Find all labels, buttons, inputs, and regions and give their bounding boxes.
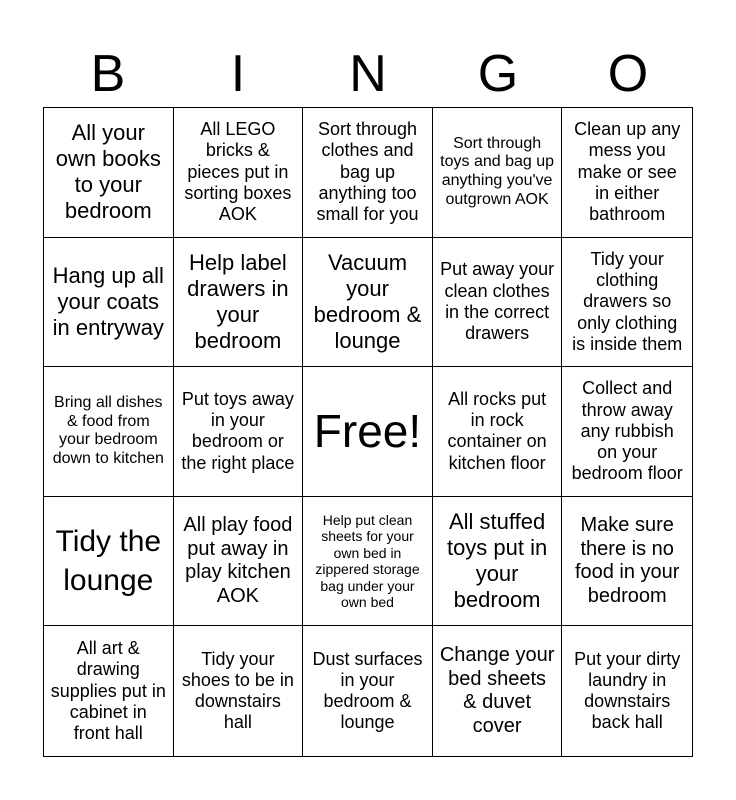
cell-label: Sort through clothes and bag up anything too small for you bbox=[316, 119, 419, 225]
bingo-header bbox=[43, 40, 693, 108]
bingo-cell-r2-c1[interactable] bbox=[44, 238, 174, 368]
bingo-cell-r1-c5[interactable] bbox=[562, 108, 692, 238]
header-letter-b: B bbox=[90, 45, 126, 103]
cell-label: All play food put away in play kitchen AOK bbox=[183, 513, 293, 607]
bingo-cell-r3-c4[interactable] bbox=[433, 367, 563, 497]
cell-label: All stuffed toys put in your bedroom bbox=[446, 509, 548, 613]
cell-label: Put toys away in your bedroom or the right place bbox=[181, 389, 295, 473]
cell-label: All rocks put in rock container on kitchen floor bbox=[447, 389, 547, 473]
cell-label: All your own books to your bedroom bbox=[55, 120, 161, 224]
cell-label: Tidy your shoes to be in downstairs hall bbox=[181, 648, 294, 733]
bingo-cell-r2-c4[interactable] bbox=[433, 238, 563, 368]
header-letter-g: G bbox=[477, 45, 519, 103]
header-letter-i: I bbox=[230, 45, 246, 103]
bingo-cell-r4-c3[interactable] bbox=[303, 497, 433, 627]
cell-label: Hang up all your coats in entryway bbox=[52, 262, 164, 340]
bingo-cell-r5-c3[interactable] bbox=[303, 626, 433, 756]
cell-label: Collect and throw away any rubbish on your bedroom floor bbox=[571, 378, 683, 484]
bingo-cell-r5-c1[interactable] bbox=[44, 626, 174, 756]
header-letter-o: O bbox=[607, 45, 649, 103]
bingo-cell-r4-c5[interactable] bbox=[562, 497, 692, 627]
cell-label: All LEGO bricks & pieces put in sorting boxes AOK bbox=[184, 119, 292, 225]
bingo-cell-r4-c2[interactable] bbox=[174, 497, 304, 627]
cell-label: Vacuum your bedroom & lounge bbox=[313, 249, 422, 353]
bingo-cell-r1-c3[interactable] bbox=[303, 108, 433, 238]
bingo-board bbox=[43, 107, 693, 757]
bingo-cell-r3-c5[interactable] bbox=[562, 367, 692, 497]
bingo-cell-r1-c2[interactable] bbox=[174, 108, 304, 238]
bingo-cell-r5-c4[interactable] bbox=[433, 626, 563, 756]
bingo-cell-r5-c2[interactable] bbox=[174, 626, 304, 756]
cell-label: All art & drawing supplies put in cabinet in front hall bbox=[50, 638, 166, 744]
free-space-label: Free! bbox=[313, 405, 422, 458]
cell-label: Put away your clean clothes in the correct drawers bbox=[440, 259, 555, 344]
bingo-cell-r2-c5[interactable] bbox=[562, 238, 692, 368]
cell-label: Tidy the lounge bbox=[55, 525, 162, 598]
cell-label: Make sure there is no food in your bedroom bbox=[574, 513, 680, 607]
header-letter-n: N bbox=[349, 45, 387, 103]
bingo-cell-r3-c1[interactable] bbox=[44, 367, 174, 497]
bingo-cell-r4-c1[interactable] bbox=[44, 497, 174, 627]
bingo-cell-r3-c2[interactable] bbox=[174, 367, 304, 497]
bingo-cell-r4-c4[interactable] bbox=[433, 497, 563, 627]
bingo-cell-r1-c4[interactable] bbox=[433, 108, 563, 238]
cell-label: Sort through toys and bag up anything you've outgrown AOK bbox=[440, 134, 555, 209]
bingo-cell-r1-c1[interactable] bbox=[44, 108, 174, 238]
bingo-cell-r3-c3-free[interactable] bbox=[303, 367, 433, 497]
bingo-cell-r5-c5[interactable] bbox=[562, 626, 692, 756]
cell-label: Tidy your clothing drawers so only clothing is inside them bbox=[572, 248, 683, 354]
cell-label: Bring all dishes & food from your bedroom down to kitchen bbox=[52, 393, 164, 468]
bingo-cell-r2-c2[interactable] bbox=[174, 238, 304, 368]
cell-label: Put your dirty laundry in downstairs back hall bbox=[574, 648, 681, 733]
cell-label: Help put clean sheets for your own bed in zippered storage bag under your own bed bbox=[315, 511, 420, 611]
cell-label: Clean up any mess you make or see in either bathroom bbox=[574, 119, 681, 225]
bingo-cell-r2-c3[interactable] bbox=[303, 238, 433, 368]
cell-label: Dust surfaces in your bedroom & lounge bbox=[312, 648, 423, 733]
cell-label: Help label drawers in your bedroom bbox=[187, 249, 289, 353]
cell-label: Change your bed sheets & duvet cover bbox=[439, 644, 555, 737]
